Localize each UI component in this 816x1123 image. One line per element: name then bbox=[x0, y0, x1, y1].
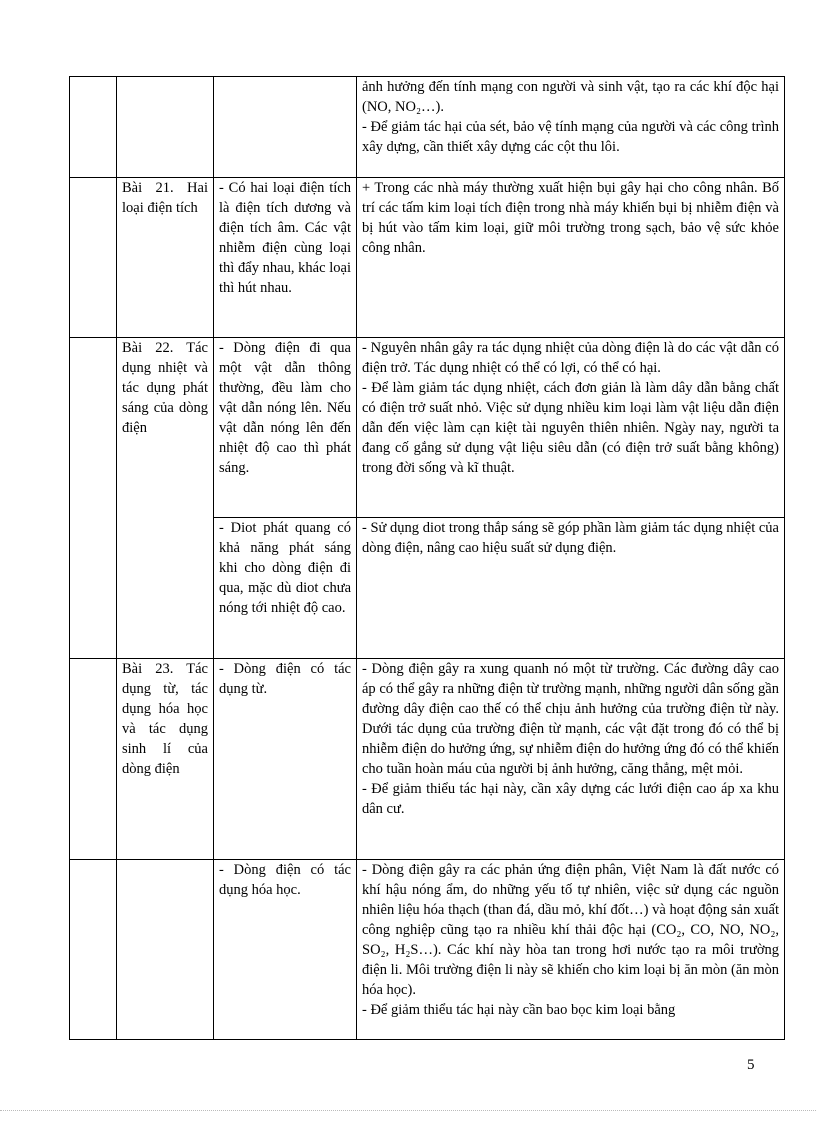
blank-cell bbox=[70, 659, 117, 860]
table-row bbox=[70, 860, 785, 1040]
lesson-cell: Bài 22. Tác dụng nhiệt và tác dụng phát sáng của dòng điện bbox=[117, 338, 214, 659]
lesson-cell bbox=[117, 77, 214, 178]
application-cell bbox=[357, 178, 785, 338]
lesson-table bbox=[69, 76, 785, 1040]
application-paragraph: - Để giảm tác hại của sét, bảo vệ tính mạng của người và các công trình xây dựng, cần thiết xây dựng các cột thu lôi. bbox=[362, 119, 779, 155]
blank-cell bbox=[70, 338, 117, 659]
table-row bbox=[70, 659, 785, 860]
application-paragraph: - Dòng điện gây ra xung quanh nó một từ trường. Các đường dây cao áp có thể gây ra những điện từ trường mạnh, những người dân sống gần đường dây điện cao thế có thể chịu ảnh hưởng của trường điện từ này. Dưới tác dụng của trường điện từ mạnh, các vật đặt trong đó có thể bị nhiễm điện do hưởng ứng, sự nhiễm điện do hưởng ứng đó có thể khiến cho tuần hoàn máu của người bị ảnh hưởng, căng thẳng, mệt mỏi. bbox=[362, 661, 779, 777]
table-row bbox=[70, 77, 785, 178]
application-cell bbox=[357, 518, 785, 659]
application-paragraph: - Nguyên nhân gây ra tác dụng nhiệt của dòng điện là do các vật dẫn có điện trở. Tác dụng nhiệt có thể có lợi, có thể có hại. bbox=[362, 340, 779, 376]
application-cell bbox=[357, 77, 785, 178]
application-paragraph: - Để giảm thiểu tác hại này, cần xây dựng các lưới điện cao áp xa khu dân cư. bbox=[362, 781, 779, 817]
page-number: 5 bbox=[747, 1057, 755, 1073]
application-cell bbox=[357, 338, 785, 518]
application-cell bbox=[357, 860, 785, 1040]
application-paragraph: - Dòng điện gây ra các phản ứng điện phân, Việt Nam là đất nước có khí hậu nóng ẩm, do những yếu tố tự nhiên, việc sử dụng các nguồn nhiên liệu hóa thạch (than đá, dầu mỏ, khí đốt…) và hoạt động sản xuất công nghiệp cũng tạo ra nhiều khí thải độc hại (CO₂, CO, NO, NO₂, SO₂, H₂S…). Các khí này hòa tan trong hơi nước tạo ra môi trường điện li. Môi trường điện li này sẽ khiến cho kim loại bị ăn mòn (ăn mòn hóa học). bbox=[362, 862, 779, 998]
blank-cell bbox=[70, 77, 117, 178]
content-cell bbox=[214, 77, 357, 178]
application-cell bbox=[357, 659, 785, 860]
blank-cell bbox=[70, 178, 117, 338]
content-cell: - Dòng điện đi qua một vật dẫn thông thường, đều làm cho vật dẫn nóng lên. Nếu vật dẫn nóng lên đến nhiệt độ cao thì phát sáng. bbox=[214, 338, 357, 518]
content-cell: - Có hai loại điện tích là điện tích dương và điện tích âm. Các vật nhiễm điện cùng loại thì đẩy nhau, khác loại thì hút nhau. bbox=[214, 178, 357, 338]
table-row bbox=[70, 178, 785, 338]
application-paragraph: - Sử dụng diot trong thắp sáng sẽ góp phần làm giảm tác dụng nhiệt của dòng điện, nâng cao hiệu suất sử dụng điện. bbox=[362, 520, 779, 556]
content-cell: - Dòng điện có tác dụng từ. bbox=[214, 659, 357, 860]
content-cell: - Dòng điện có tác dụng hóa học. bbox=[214, 860, 357, 1040]
application-paragraph: + Trong các nhà máy thường xuất hiện bụi gây hại cho công nhân. Bố trí các tấm kim loại tích điện trong nhà máy khiến bụi bị nhiễm điện và bị hút vào tấm kim loại, giữ môi trường trong sạch, bảo vệ sức khỏe công nhân. bbox=[362, 180, 779, 256]
lesson-cell: Bài 21. Hai loại điện tích bbox=[117, 178, 214, 338]
page-bottom-divider bbox=[0, 1110, 816, 1111]
application-paragraph: ảnh hưởng đến tính mạng con người và sinh vật, tạo ra các khí độc hại (NO, NO₂…). bbox=[362, 79, 779, 115]
content-cell: - Diot phát quang có khả năng phát sáng khi cho dòng điện đi qua, mặc dù diot chưa nóng tới nhiệt độ cao. bbox=[214, 518, 357, 659]
lesson-cell: Bài 23. Tác dụng từ, tác dụng hóa học và tác dụng sinh lí của dòng điện bbox=[117, 659, 214, 860]
blank-cell bbox=[70, 860, 117, 1040]
application-paragraph: - Để làm giảm tác dụng nhiệt, cách đơn giản là làm dây dẫn bằng chất có điện trở suất nhỏ. Việc sử dụng nhiều kim loại làm vật liệu dẫn điện dẫn đến việc làm cạn kiệt tài nguyên thiên nhiên. Ngày nay, người ta đang cố gắng sử dụng vật liệu siêu dẫn (có điện trở suất bằng không) trong đời sống và kĩ thuật. bbox=[362, 380, 779, 476]
lesson-cell bbox=[117, 860, 214, 1040]
application-paragraph: - Để giảm thiểu tác hại này cần bao bọc kim loại bằng bbox=[362, 1002, 676, 1018]
table-row bbox=[70, 338, 785, 518]
